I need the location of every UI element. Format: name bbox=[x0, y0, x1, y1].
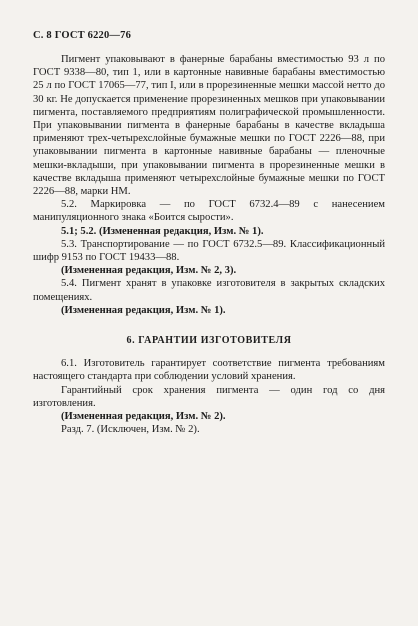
document-body bbox=[33, 53, 385, 436]
section-title: 6. ГАРАНТИИ ИЗГОТОВИТЕЛЯ bbox=[126, 335, 292, 347]
paragraph-section-7: Разд. 7. (Исключен, Изм. № 2). bbox=[61, 424, 200, 436]
paragraph-shelf-life: Гарантийный срок хранения пигмента — один год со дня изготовления. bbox=[33, 384, 385, 409]
paragraph-transport: 5.3. Транспортирование — по ГОСТ 6732.5—89. Классификационный шифр 9153 по ГОСТ 19433—88. bbox=[33, 238, 385, 264]
paragraph-guarantee: 6.1. Изготовитель гарантирует соответствие пигмента требованиям настоящего стандарта при соблюдении условий хранения. bbox=[33, 358, 385, 383]
amendment-note: (Измененная редакция, Изм. № 2). bbox=[61, 411, 226, 423]
paragraph-marking: 5.2. Маркировка — по ГОСТ 6732.4—89 с нанесением манипуляционного знака «Боится сырости». bbox=[33, 199, 385, 224]
amendment-note: (Измененная редакция, Изм. № 2, 3). bbox=[61, 265, 237, 277]
paragraph-packaging: Пигмент упаковывают в фанерные барабаны вместимостью 93 л по ГОСТ 9338—80, тип 1, или в картонные навивные барабаны вместимостью 25 л по ГОСТ 17065—77, тип I, или в прорезиненные мешки массой нетто до 30 кг. Не допускается применение прорезиненных мешков при упаковывании пигмента, поставляемого предприятиям полиграфической промышленности. При упаковывании пигмента в фанерные барабаны в качестве вкладыша применяют трех-четырехслойные бумажные мешки по ГОСТ 2226—88, при упаковывании пигмента в картонные навивные барабаны — пленочные мешки-вкладыши, при упаковывании пигмента в прорезиненные мешки в качестве вкладыша применяют четырехслойные бумажные мешки по ГОСТ 2226—88, марки НМ. bbox=[33, 54, 385, 198]
page-header: С. 8 ГОСТ 6220—76 bbox=[33, 30, 132, 41]
amendment-note: 5.1; 5.2. (Измененная редакция, Изм. № 1). bbox=[61, 225, 264, 237]
amendment-note: (Измененная редакция, Изм. № 1). bbox=[61, 304, 226, 316]
paragraph-storage: 5.4. Пигмент хранят в упаковке изготовителя в закрытых складских помещениях. bbox=[33, 278, 385, 303]
